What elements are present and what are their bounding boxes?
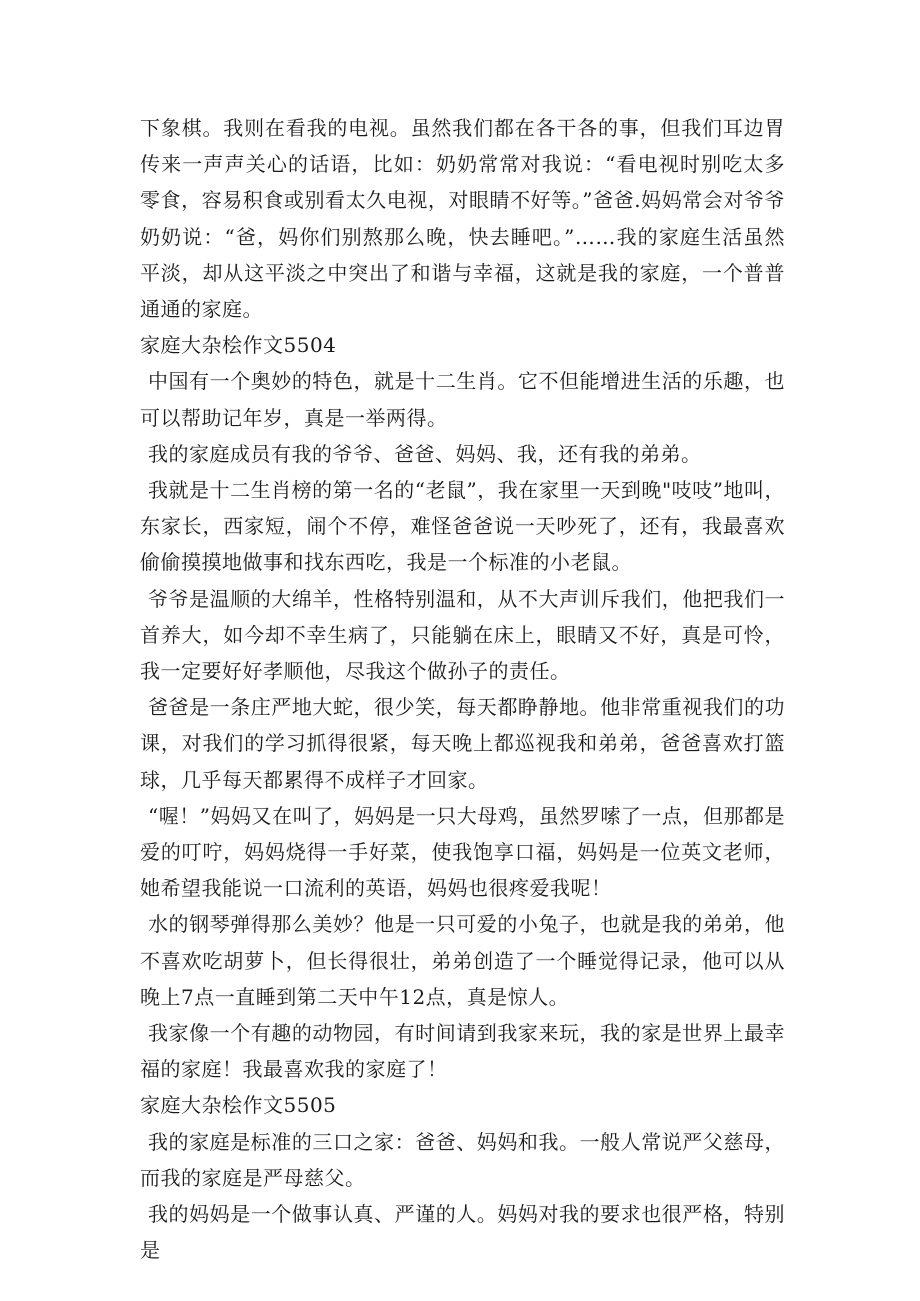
paragraph: 爸爸是一条庄严地大蛇，很少笑，每天都睁静地。他非常重视我们的功课，对我们的学习抓得很紧，每天晚上都巡视我和弟弟，爸爸喜欢打篮球，几乎每天都累得不成样子才回家。: [140, 695, 785, 792]
document-body: [140, 110, 785, 1269]
paragraph: 我的家庭是标准的三口之家：爸爸、妈妈和我。一般人常说严父慈母，而我的家庭是严母慈父。: [140, 1129, 785, 1190]
paragraph: 我的家庭成员有我的爷爷、爸爸、妈妈、我，还有我的弟弟。: [148, 441, 702, 466]
paragraph: 中国有一个奥妙的特色，就是十二生肖。它不但能增进生活的乐趣，也可以帮助记年岁，真是一举两得。: [140, 369, 785, 430]
paragraph: 爷爷是温顺的大绵羊，性格特别温和，从不大声训斥我们，他把我们一首养大，如今却不幸生病了，只能躺在床上，眼睛又不好，真是可怜，我一定要好好孝顺他，尽我这个做孙子的责任。: [140, 586, 785, 684]
paragraph: 我家像一个有趣的动物园，有时间请到我家来玩，我的家是世界上最幸福的家庭！我最喜欢我的家庭了！: [140, 1021, 785, 1082]
paragraph: 我的妈妈是一个做事认真、严谨的人。妈妈对我的要求也很严格，特别是: [140, 1202, 785, 1263]
paragraph: 下象棋。我则在看我的电视。虽然我们都在各干各的事，但我们耳边胃传来一声声关心的话语，比如：奶奶常常对我说：“看电视时别吃太多零食，容易积食或别看太久电视，对眼睛不好等。”爸爸.妈妈常会对爷爷奶奶说：“爸，妈你们别熬那么晚，快去睡吧。”……我的家庭生活虽然平淡，却从这平淡之中突出了和谐与幸福，这就是我的家庭，一个普普通通的家庭。: [140, 116, 785, 322]
section-heading: 家庭大杂桧作文5505: [140, 1093, 337, 1118]
paragraph: 我就是十二生肖榜的第一名的“老鼠”，我在家里一天到晚"吱吱”地叫，东家长，西家短，闹个不停，难怪爸爸说一天吵死了，还有，我最喜欢偷偷摸摸地做事和找东西吃，我是一个标准的小老鼠。: [140, 478, 785, 575]
paragraph: “喔！”妈妈又在叫了，妈妈是一只大母鸡，虽然罗嗦了一点，但那都是爱的叮咛，妈妈烧得一手好菜，使我饱享口福，妈妈是一位英文老师，她希望我能说一口流利的英语，妈妈也很疼爱我呢！: [140, 803, 785, 901]
section-heading: 家庭大杂桧作文5504: [140, 333, 337, 358]
paragraph: 水的钢琴弹得那么美妙？他是一只可爱的小兔子，也就是我的弟弟，他不喜欢吃胡萝卜，但长得很壮，弟弟创造了一个睡觉得记录，他可以从晚上7点一直睡到第二天中午12点，真是惊人。: [140, 912, 785, 1009]
